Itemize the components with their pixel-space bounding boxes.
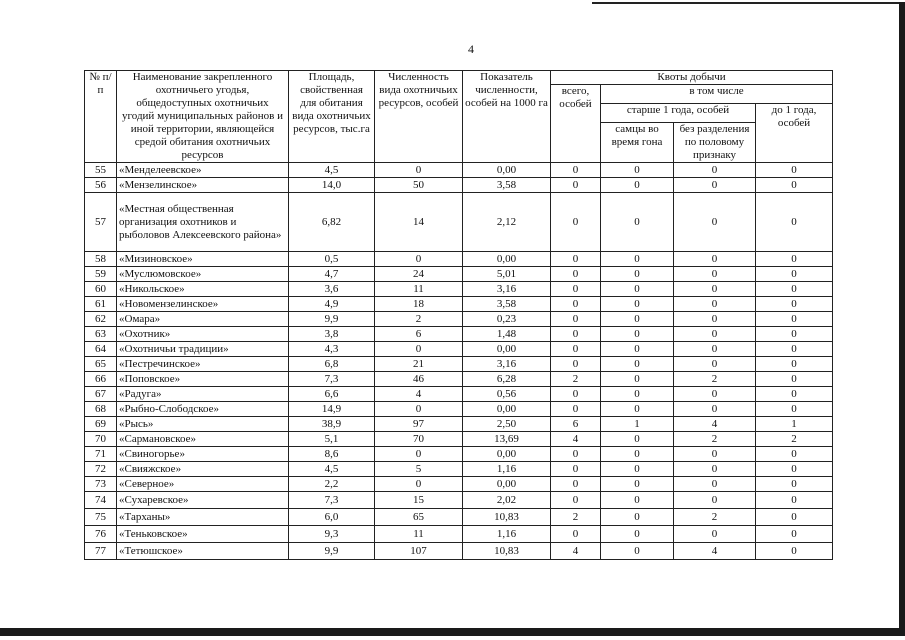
row-nosex: 2 <box>674 432 756 447</box>
row-area: 6,82 <box>289 193 375 252</box>
row-number: 61 <box>85 297 117 312</box>
row-count: 6 <box>375 327 463 342</box>
row-number: 77 <box>85 543 117 560</box>
row-count: 11 <box>375 526 463 543</box>
row-name: «Местная общественная организация охотников и рыболовов Алексеевского района» <box>117 193 289 252</box>
row-area: 4,3 <box>289 342 375 357</box>
quota-table <box>84 70 833 560</box>
row-density: 0,00 <box>463 447 551 462</box>
row-nosex: 0 <box>674 327 756 342</box>
row-area: 7,3 <box>289 492 375 509</box>
row-number: 59 <box>85 267 117 282</box>
scan-edge-bottom <box>0 628 905 636</box>
row-density: 3,16 <box>463 357 551 372</box>
row-area: 7,3 <box>289 372 375 387</box>
row-density: 13,69 <box>463 432 551 447</box>
row-number: 70 <box>85 432 117 447</box>
row-nosex: 0 <box>674 462 756 477</box>
row-males: 1 <box>601 417 674 432</box>
table-row <box>85 417 833 432</box>
scan-edge-top <box>592 2 905 4</box>
row-young: 0 <box>756 543 833 560</box>
table-row <box>85 252 833 267</box>
row-count: 21 <box>375 357 463 372</box>
row-males: 0 <box>601 163 674 178</box>
header-area: Площадь, свойственная для обитания вида охотничьих ресурсов, тыс.га <box>289 71 375 163</box>
row-area: 8,6 <box>289 447 375 462</box>
row-young: 0 <box>756 282 833 297</box>
row-males: 0 <box>601 342 674 357</box>
row-number: 58 <box>85 252 117 267</box>
header-no-sex: без разделения по половому признаку <box>674 123 756 163</box>
row-total: 0 <box>551 477 601 492</box>
row-area: 4,5 <box>289 163 375 178</box>
row-males: 0 <box>601 282 674 297</box>
row-young: 1 <box>756 417 833 432</box>
table-row <box>85 297 833 312</box>
row-area: 4,5 <box>289 462 375 477</box>
row-males: 0 <box>601 462 674 477</box>
row-young: 0 <box>756 178 833 193</box>
row-density: 3,58 <box>463 178 551 193</box>
row-name: «Тетюшское» <box>117 543 289 560</box>
scan-edge-right <box>899 2 905 634</box>
row-count: 97 <box>375 417 463 432</box>
table-row <box>85 193 833 252</box>
row-young: 0 <box>756 447 833 462</box>
header-including: в том числе <box>601 85 833 104</box>
row-total: 4 <box>551 432 601 447</box>
row-name: «Омара» <box>117 312 289 327</box>
table-row <box>85 492 833 509</box>
row-name: «Никольское» <box>117 282 289 297</box>
row-total: 0 <box>551 492 601 509</box>
row-number: 71 <box>85 447 117 462</box>
row-young: 0 <box>756 297 833 312</box>
row-density: 2,50 <box>463 417 551 432</box>
row-males: 0 <box>601 252 674 267</box>
row-total: 0 <box>551 282 601 297</box>
table-row <box>85 282 833 297</box>
row-name: «Рыбно-Слободское» <box>117 402 289 417</box>
row-name: «Северное» <box>117 477 289 492</box>
row-density: 3,58 <box>463 297 551 312</box>
row-young: 0 <box>756 342 833 357</box>
row-density: 0,00 <box>463 342 551 357</box>
table-row <box>85 447 833 462</box>
row-number: 57 <box>85 193 117 252</box>
row-number: 67 <box>85 387 117 402</box>
row-males: 0 <box>601 402 674 417</box>
row-nosex: 2 <box>674 372 756 387</box>
row-name: «Теньковское» <box>117 526 289 543</box>
row-area: 3,6 <box>289 282 375 297</box>
row-males: 0 <box>601 357 674 372</box>
row-name: «Охотничьи традиции» <box>117 342 289 357</box>
row-total: 0 <box>551 327 601 342</box>
row-number: 62 <box>85 312 117 327</box>
row-count: 15 <box>375 492 463 509</box>
table-row <box>85 163 833 178</box>
header-count: Численность вида охотничьих ресурсов, особей <box>375 71 463 163</box>
row-count: 5 <box>375 462 463 477</box>
row-name: «Поповское» <box>117 372 289 387</box>
row-count: 14 <box>375 193 463 252</box>
row-total: 4 <box>551 543 601 560</box>
row-count: 4 <box>375 387 463 402</box>
table-row <box>85 342 833 357</box>
row-nosex: 0 <box>674 312 756 327</box>
row-area: 4,7 <box>289 267 375 282</box>
row-area: 0,5 <box>289 252 375 267</box>
row-area: 38,9 <box>289 417 375 432</box>
table-row <box>85 372 833 387</box>
row-name: «Радуга» <box>117 387 289 402</box>
table-row <box>85 509 833 526</box>
row-nosex: 0 <box>674 252 756 267</box>
table-row <box>85 462 833 477</box>
header-total: всего, особей <box>551 85 601 163</box>
row-name: «Сармановское» <box>117 432 289 447</box>
row-nosex: 0 <box>674 526 756 543</box>
row-count: 2 <box>375 312 463 327</box>
row-name: «Менделеевское» <box>117 163 289 178</box>
header-density: Показатель численности, особей на 1000 га <box>463 71 551 163</box>
row-density: 2,02 <box>463 492 551 509</box>
row-number: 72 <box>85 462 117 477</box>
row-area: 14,9 <box>289 402 375 417</box>
row-count: 0 <box>375 402 463 417</box>
row-density: 3,16 <box>463 282 551 297</box>
row-number: 74 <box>85 492 117 509</box>
row-total: 0 <box>551 267 601 282</box>
row-nosex: 0 <box>674 387 756 402</box>
row-young: 0 <box>756 387 833 402</box>
row-area: 3,8 <box>289 327 375 342</box>
row-name: «Свиногорье» <box>117 447 289 462</box>
row-number: 63 <box>85 327 117 342</box>
table-row <box>85 312 833 327</box>
header-males: самцы во время гона <box>601 123 674 163</box>
row-males: 0 <box>601 297 674 312</box>
row-total: 0 <box>551 193 601 252</box>
table-row <box>85 178 833 193</box>
row-density: 1,16 <box>463 526 551 543</box>
row-total: 0 <box>551 402 601 417</box>
row-males: 0 <box>601 509 674 526</box>
row-area: 5,1 <box>289 432 375 447</box>
row-young: 0 <box>756 372 833 387</box>
row-nosex: 0 <box>674 477 756 492</box>
row-nosex: 0 <box>674 163 756 178</box>
row-number: 60 <box>85 282 117 297</box>
row-name: «Рысь» <box>117 417 289 432</box>
row-count: 24 <box>375 267 463 282</box>
row-density: 0,00 <box>463 252 551 267</box>
row-count: 107 <box>375 543 463 560</box>
row-young: 0 <box>756 193 833 252</box>
row-males: 0 <box>601 477 674 492</box>
row-name: «Новомензелинское» <box>117 297 289 312</box>
row-count: 46 <box>375 372 463 387</box>
row-nosex: 0 <box>674 267 756 282</box>
row-total: 0 <box>551 178 601 193</box>
row-males: 0 <box>601 526 674 543</box>
table-row <box>85 267 833 282</box>
header-num: № п/п <box>85 71 117 163</box>
row-nosex: 0 <box>674 357 756 372</box>
row-young: 0 <box>756 492 833 509</box>
header-young: до 1 года, особей <box>756 104 833 163</box>
row-name: «Свияжское» <box>117 462 289 477</box>
row-density: 0,00 <box>463 402 551 417</box>
header-quotas: Квоты добычи <box>551 71 833 85</box>
row-nosex: 2 <box>674 509 756 526</box>
row-name: «Мензелинское» <box>117 178 289 193</box>
row-total: 0 <box>551 387 601 402</box>
row-number: 75 <box>85 509 117 526</box>
row-males: 0 <box>601 447 674 462</box>
row-number: 66 <box>85 372 117 387</box>
row-nosex: 0 <box>674 193 756 252</box>
row-young: 0 <box>756 402 833 417</box>
row-total: 0 <box>551 526 601 543</box>
row-density: 6,28 <box>463 372 551 387</box>
table-body <box>85 163 833 560</box>
row-young: 0 <box>756 267 833 282</box>
row-count: 0 <box>375 477 463 492</box>
row-total: 0 <box>551 312 601 327</box>
header-older: старше 1 года, особей <box>601 104 756 123</box>
row-area: 6,6 <box>289 387 375 402</box>
row-young: 0 <box>756 312 833 327</box>
row-nosex: 0 <box>674 178 756 193</box>
row-nosex: 0 <box>674 492 756 509</box>
row-name: «Охотник» <box>117 327 289 342</box>
row-number: 73 <box>85 477 117 492</box>
table-row <box>85 387 833 402</box>
row-males: 0 <box>601 432 674 447</box>
row-males: 0 <box>601 193 674 252</box>
row-total: 2 <box>551 509 601 526</box>
row-nosex: 0 <box>674 282 756 297</box>
row-density: 10,83 <box>463 543 551 560</box>
row-total: 0 <box>551 462 601 477</box>
header-name: Наименование закрепленного охотничьего угодья, общедоступных охотничьих угодий муниципальных районов и иной территории, являющейся средой обитания охотничьих ресурсов <box>117 71 289 163</box>
row-males: 0 <box>601 372 674 387</box>
row-males: 0 <box>601 492 674 509</box>
row-young: 0 <box>756 526 833 543</box>
row-nosex: 4 <box>674 543 756 560</box>
row-density: 1,16 <box>463 462 551 477</box>
row-number: 56 <box>85 178 117 193</box>
row-density: 2,12 <box>463 193 551 252</box>
row-total: 0 <box>551 297 601 312</box>
table-row <box>85 432 833 447</box>
row-young: 0 <box>756 252 833 267</box>
row-count: 65 <box>375 509 463 526</box>
row-number: 65 <box>85 357 117 372</box>
row-area: 9,3 <box>289 526 375 543</box>
row-total: 0 <box>551 342 601 357</box>
row-count: 0 <box>375 342 463 357</box>
row-males: 0 <box>601 387 674 402</box>
row-number: 55 <box>85 163 117 178</box>
row-name: «Муслюмовское» <box>117 267 289 282</box>
table-row <box>85 543 833 560</box>
table-row <box>85 327 833 342</box>
row-young: 0 <box>756 509 833 526</box>
row-area: 6,0 <box>289 509 375 526</box>
row-young: 0 <box>756 462 833 477</box>
row-count: 50 <box>375 178 463 193</box>
row-density: 10,83 <box>463 509 551 526</box>
row-density: 1,48 <box>463 327 551 342</box>
row-area: 2,2 <box>289 477 375 492</box>
row-density: 5,01 <box>463 267 551 282</box>
row-total: 0 <box>551 252 601 267</box>
table-row <box>85 357 833 372</box>
row-number: 69 <box>85 417 117 432</box>
row-males: 0 <box>601 327 674 342</box>
row-area: 9,9 <box>289 543 375 560</box>
row-young: 0 <box>756 327 833 342</box>
row-area: 14,0 <box>289 178 375 193</box>
row-nosex: 0 <box>674 342 756 357</box>
row-males: 0 <box>601 267 674 282</box>
row-nosex: 0 <box>674 402 756 417</box>
row-count: 70 <box>375 432 463 447</box>
row-area: 9,9 <box>289 312 375 327</box>
row-count: 0 <box>375 163 463 178</box>
row-density: 0,23 <box>463 312 551 327</box>
row-count: 0 <box>375 447 463 462</box>
table-row <box>85 402 833 417</box>
table-row <box>85 526 833 543</box>
row-total: 2 <box>551 372 601 387</box>
row-young: 0 <box>756 357 833 372</box>
row-name: «Тарханы» <box>117 509 289 526</box>
row-nosex: 0 <box>674 297 756 312</box>
row-total: 0 <box>551 357 601 372</box>
row-nosex: 4 <box>674 417 756 432</box>
row-number: 68 <box>85 402 117 417</box>
row-total: 0 <box>551 163 601 178</box>
row-males: 0 <box>601 312 674 327</box>
row-name: «Пестречинское» <box>117 357 289 372</box>
row-number: 64 <box>85 342 117 357</box>
table-row <box>85 477 833 492</box>
row-total: 6 <box>551 417 601 432</box>
row-young: 2 <box>756 432 833 447</box>
page-number: 4 <box>468 42 474 56</box>
row-density: 0,00 <box>463 477 551 492</box>
row-total: 0 <box>551 447 601 462</box>
row-nosex: 0 <box>674 447 756 462</box>
row-males: 0 <box>601 543 674 560</box>
row-males: 0 <box>601 178 674 193</box>
row-count: 11 <box>375 282 463 297</box>
row-density: 0,56 <box>463 387 551 402</box>
row-area: 4,9 <box>289 297 375 312</box>
row-young: 0 <box>756 477 833 492</box>
row-density: 0,00 <box>463 163 551 178</box>
row-number: 76 <box>85 526 117 543</box>
row-young: 0 <box>756 163 833 178</box>
row-area: 6,8 <box>289 357 375 372</box>
row-count: 18 <box>375 297 463 312</box>
row-count: 0 <box>375 252 463 267</box>
row-name: «Сухаревское» <box>117 492 289 509</box>
row-name: «Мизиновское» <box>117 252 289 267</box>
